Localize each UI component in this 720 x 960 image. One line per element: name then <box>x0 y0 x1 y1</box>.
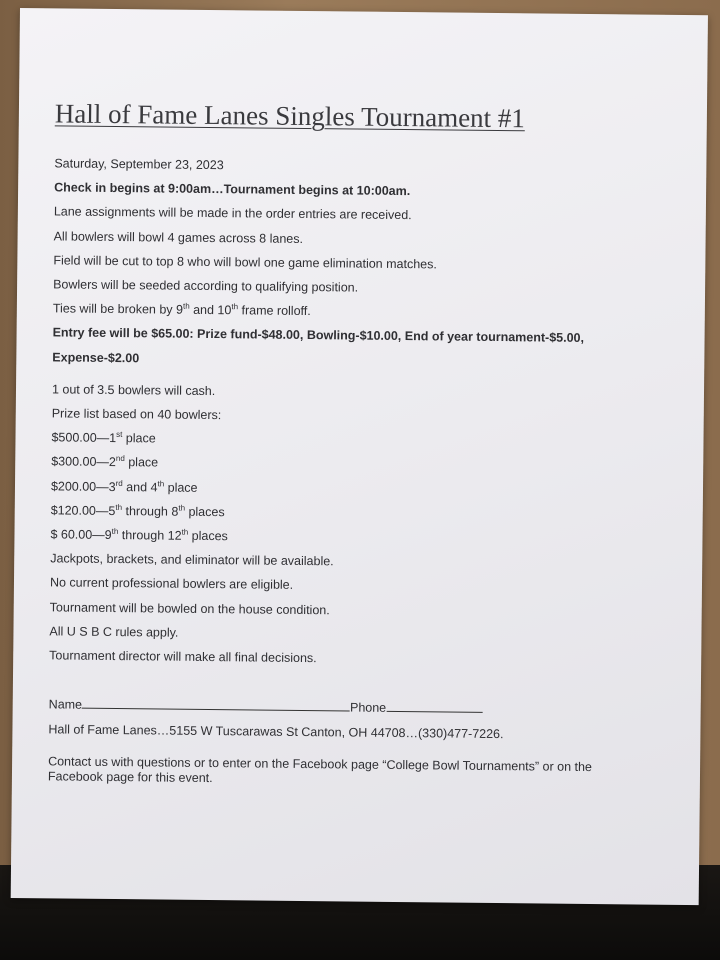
prize-fifth-eighth: $120.00—5th through 8th places <box>50 502 225 520</box>
games-text: All bowlers will bowl 4 games across 8 lanes. <box>53 228 304 246</box>
entry-form-row <box>49 696 671 719</box>
name-label: Name <box>48 697 83 712</box>
flyer-title: Hall of Fame Lanes Singles Tournament #1 <box>54 98 526 134</box>
condition-text: Tournament will be bowled on the house condition. <box>49 600 330 617</box>
flyer-sheet <box>11 8 708 905</box>
director-text: Tournament director will make all final decisions. <box>49 648 317 666</box>
professional-text: No current professional bowlers are eligible. <box>49 575 294 593</box>
name-blank[interactable] <box>82 696 350 712</box>
jackpots-text: Jackpots, brackets, and eliminator will be available. <box>50 551 334 569</box>
event-date: Saturday, September 23, 2023 <box>54 156 224 173</box>
prize-list-heading: Prize list based on 40 bowlers: <box>51 406 222 423</box>
entry-fee-text: Entry fee will be $65.00: Prize fund-$48.00, Bowling-$10.00, End of year tournament-$5.00, Expense-$2.00 <box>52 325 585 365</box>
usbc-text: All U S B C rules apply. <box>49 624 179 640</box>
contact-text: Contact us with questions or to enter on the Facebook page “College Bowl Tournaments” or on the Facebook page for this event. <box>47 754 593 785</box>
phone-label: Phone <box>349 700 387 716</box>
prize-second: $300.00—2nd place <box>51 454 159 470</box>
cash-ratio-text: 1 out of 3.5 bowlers will cash. <box>51 382 216 398</box>
prize-first: $500.00—1st place <box>51 430 156 446</box>
checkin-time: Check in begins at 9:00am…Tournament begins at 10:00am. <box>54 180 411 199</box>
prize-ninth-twelfth: $ 60.00—9th through 12th places <box>50 526 228 544</box>
flyer-content <box>48 98 677 803</box>
field-cut-text: Field will be cut to top 8 who will bowl one game elimination matches. <box>53 253 437 272</box>
tiebreak-text: Ties will be broken by 9th and 10th frame rolloff. <box>52 301 311 319</box>
seeding-text: Bowlers will be seeded according to qualifying position. <box>53 277 359 295</box>
phone-blank[interactable] <box>386 699 482 713</box>
lane-assignments-text: Lane assignments will be made in the order entries are received. <box>53 204 412 223</box>
lanes-address: Hall of Fame Lanes…5155 W Tuscarawas St Canton, OH 44708…(330)477-7226. <box>48 722 504 742</box>
prize-third-fourth: $200.00—3rd and 4th place <box>50 478 198 495</box>
